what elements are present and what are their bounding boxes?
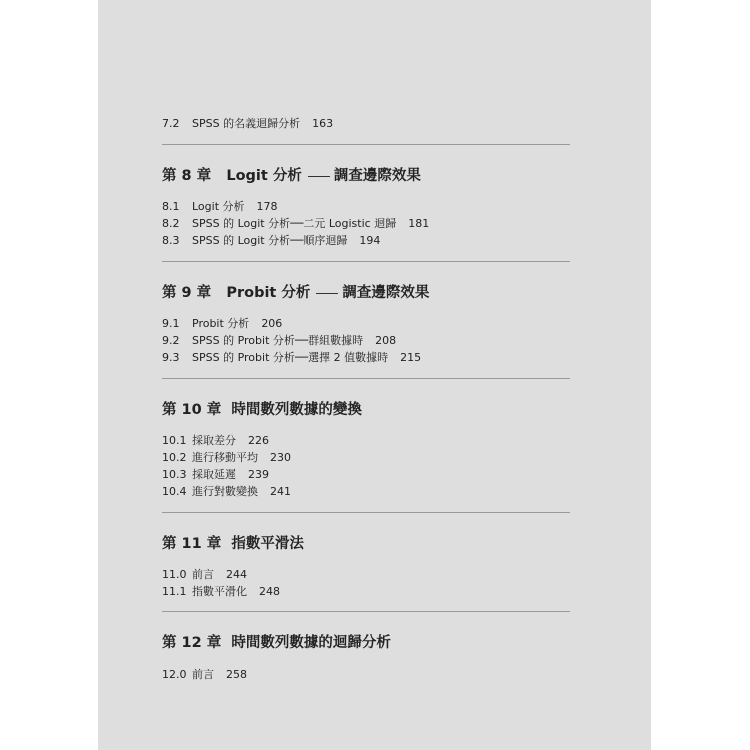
chapter-subtitle: 調查邊際效果 — [333, 168, 421, 184]
entry-title: 進行移動平均 — [192, 451, 258, 464]
entry-subtitle: 群組數據時 — [308, 334, 364, 347]
chapter-label: 第 9 章 — [162, 285, 212, 301]
book-page — [98, 0, 651, 750]
toc-entry-11-1 — [162, 584, 280, 600]
toc-entry-10-1 — [162, 433, 269, 449]
entry-number: 8.1 — [162, 200, 180, 213]
entry-page: 181 — [408, 217, 430, 230]
entry-dash: ── — [294, 334, 309, 347]
toc-entry-8-3 — [162, 233, 380, 249]
entry-page: 163 — [312, 117, 334, 130]
toc-entry-9-2 — [162, 333, 396, 349]
entry-page: 258 — [226, 668, 247, 681]
entry-title: SPSS 的名義迴歸分析 — [192, 117, 301, 130]
entry-page: 226 — [248, 434, 269, 447]
entry-title: SPSS 的 Probit 分析 — [192, 334, 295, 347]
entry-title: 進行對數變換 — [192, 485, 258, 498]
entry-number: 8.3 — [162, 234, 180, 247]
entry-subtitle: 選擇 2 值數據時 — [308, 351, 389, 364]
entry-title: 指數平滑化 — [192, 585, 247, 598]
entry-dash: ── — [294, 351, 309, 364]
entry-title: 前言 — [192, 668, 214, 681]
divider — [162, 512, 570, 513]
toc-entry-8-1 — [162, 199, 278, 215]
entry-page: 244 — [226, 568, 247, 581]
toc-entry-10-3 — [162, 467, 269, 483]
entry-number: 10.4 — [162, 485, 187, 498]
entry-number: 11.0 — [162, 568, 187, 581]
divider — [162, 378, 570, 379]
chapter-title: 指數平滑法 — [231, 536, 304, 552]
entry-title: SPSS 的 Probit 分析 — [192, 351, 295, 364]
chapter-title: Logit 分析 — [226, 168, 302, 184]
entry-page: 248 — [259, 585, 280, 598]
entry-title: 前言 — [192, 568, 214, 581]
toc-entry-10-4 — [162, 484, 291, 500]
toc-entry-11-0 — [162, 567, 247, 583]
entry-number: 12.0 — [162, 668, 187, 681]
chapter-12-heading — [162, 633, 391, 653]
entry-title: Probit 分析 — [192, 317, 250, 330]
chapter-label: 第 8 章 — [162, 168, 212, 184]
entry-number: 10.1 — [162, 434, 187, 447]
toc-entry-9-3 — [162, 350, 421, 366]
divider — [162, 144, 570, 145]
em-dash — [316, 293, 338, 294]
chapter-title: 時間數列數據的變換 — [231, 402, 362, 418]
entry-page: 241 — [270, 485, 291, 498]
em-dash — [308, 176, 330, 177]
entry-title: 採取差分 — [192, 434, 236, 447]
toc-entry-10-2 — [162, 450, 291, 466]
toc-entry-12-0 — [162, 667, 247, 683]
entry-subtitle: 順序迴歸 — [303, 234, 348, 247]
chapter-8-heading — [162, 166, 421, 186]
entry-page: 239 — [248, 468, 269, 481]
entry-number: 10.3 — [162, 468, 187, 481]
entry-number: 8.2 — [162, 217, 180, 230]
chapter-title: 時間數列數據的迴歸分析 — [231, 635, 391, 651]
entry-page: 215 — [400, 351, 422, 364]
entry-dash: ── — [290, 217, 304, 230]
entry-number: 11.1 — [162, 585, 187, 598]
divider — [162, 611, 570, 612]
entry-page: 178 — [256, 200, 278, 213]
chapter-11-heading — [162, 534, 304, 554]
entry-subtitle: 二元 Logistic 迴歸 — [303, 217, 397, 230]
toc-entry-8-2 — [162, 216, 429, 232]
entry-page: 194 — [359, 234, 381, 247]
entry-number: 7.2 — [162, 117, 180, 130]
chapter-subtitle: 調查邊際效果 — [342, 285, 430, 301]
chapter-label: 第 12 章 — [162, 635, 222, 651]
entry-page: 230 — [270, 451, 291, 464]
entry-page: 208 — [375, 334, 397, 347]
entry-number: 9.2 — [162, 334, 180, 347]
entry-dash: ── — [290, 234, 304, 247]
entry-number: 10.2 — [162, 451, 187, 464]
entry-title: Logit 分析 — [192, 200, 245, 213]
entry-title: SPSS 的 Logit 分析 — [192, 234, 291, 247]
chapter-10-heading — [162, 400, 362, 420]
entry-number: 9.3 — [162, 351, 180, 364]
entry-title: 採取延遲 — [192, 468, 236, 481]
chapter-label: 第 10 章 — [162, 402, 222, 418]
chapter-9-heading — [162, 283, 429, 303]
entry-page: 206 — [261, 317, 283, 330]
divider — [162, 261, 570, 262]
toc-entry-7-2 — [162, 116, 333, 132]
entry-number: 9.1 — [162, 317, 180, 330]
entry-title: SPSS 的 Logit 分析 — [192, 217, 291, 230]
chapter-label: 第 11 章 — [162, 536, 222, 552]
chapter-title: Probit 分析 — [226, 285, 311, 301]
toc-entry-9-1 — [162, 316, 282, 332]
